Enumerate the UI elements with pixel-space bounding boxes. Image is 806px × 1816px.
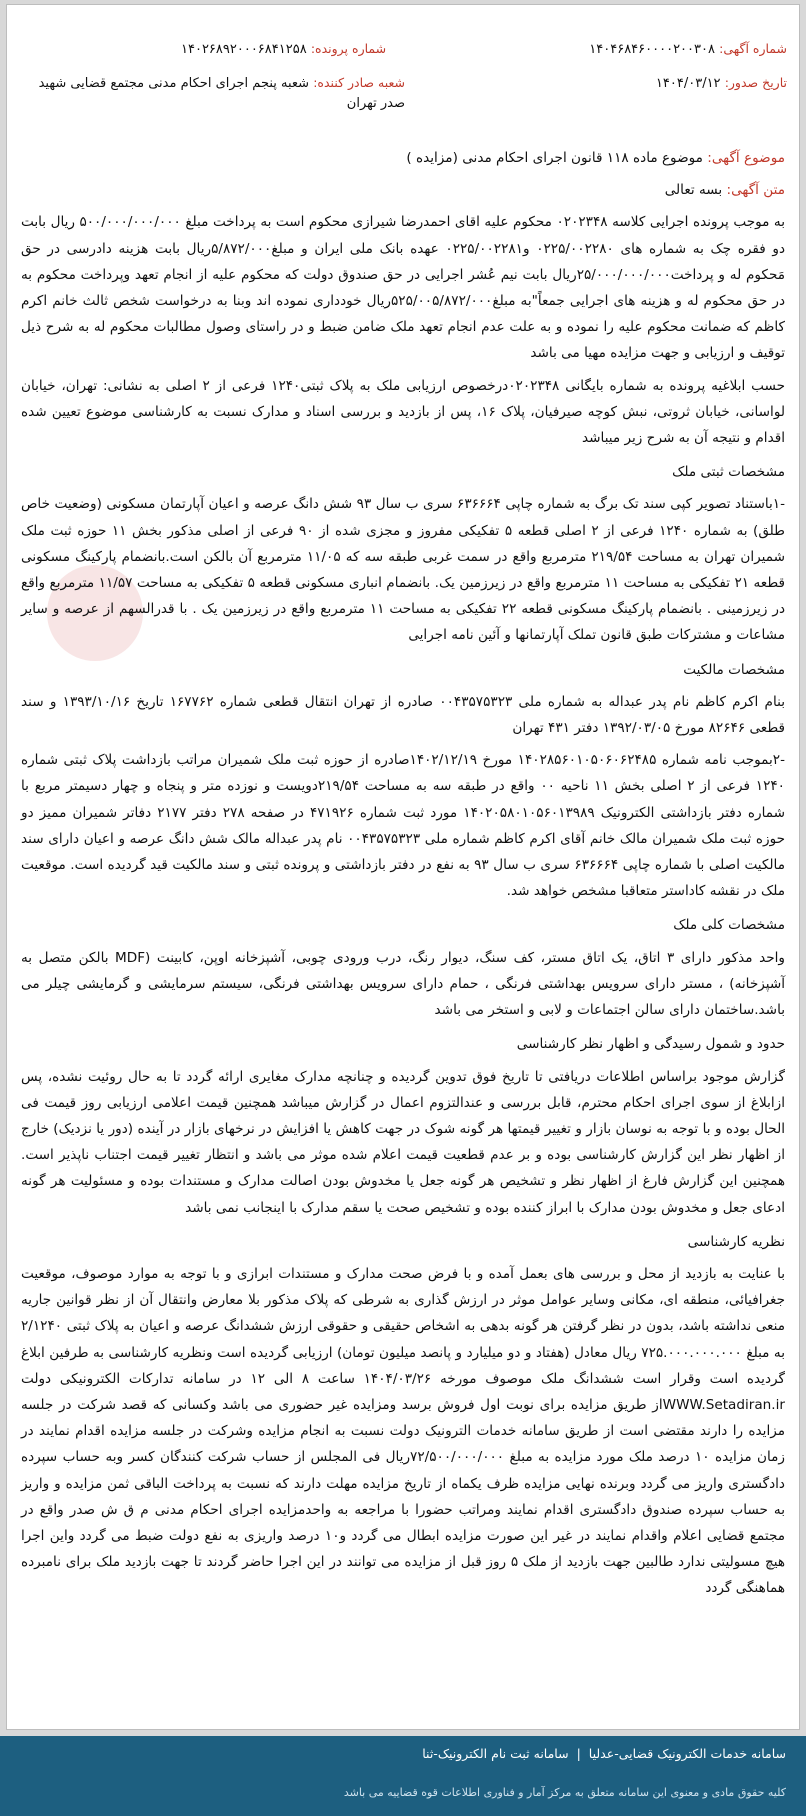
ad-number-row: [589, 41, 787, 57]
subject-line: [21, 145, 785, 171]
site-footer: [0, 1736, 806, 1816]
paragraph-registry: -۱باستناد تصویر کپی سند تک برگ به شماره چاپی ۶۳۶۶۶۴ سری ب سال ۹۳ شش دانگ عرصه و اعیان آپارتمان مسکونی (وضعیت خاص طلق) به شماره ۱۲۴۰ فرعی از ۲ اصلی قطعه ۵ تفکیکی مفروز و مجزی شده از ۹۰ فرعی از اصلی مذکور بخش ۱۱ حوزه ثبت ملک شمیران تهران به مساحت ۲۱۹/۵۴ مترمربع واقع در سمت غربی طبقه سه که ۱۱/۰۵ مترمربع آن بالکن است.بانضمام پارکینگ مسکونی قطعه ۲۱ تفکیکی به مساحت ۱۱ مترمربع واقع در زیرزمین یک. بانضمام انباری مسکونی قطعه ۵ تفکیکی به مساحت ۱۱/۵۷ مترمربع واقع در زیرزمینی . بانضمام پارکینگ مسکونی قطعه ۲۲ تفکیکی به مساحت ۱۱ مترمربع واقع در زیرزمین یک . با قدرالسهم از عرصه و سایر مشاعات و مشترکات طبق قانون تملک آپارتمانها و آئین نامه اجرایی: [21, 496, 786, 644]
issue-date-label: تاریخ صدور:: [724, 75, 787, 90]
footer-copyright: کلیه حقوق مادی و معنوی این سامانه متعلق به مرکز آمار و فناوری اطلاعات قوه قضاییه می باشد: [343, 1786, 786, 1799]
notice-sheet: [6, 4, 800, 1730]
subject-label: موضوع آگهی:: [707, 150, 785, 166]
heading-registry: مشخصات ثبتی ملک: [672, 464, 785, 481]
body-opening: بسه تعالی: [664, 182, 723, 199]
heading-opinion: نظریه کارشناسی: [687, 1233, 785, 1250]
case-number-label: شماره پرونده:: [310, 41, 387, 56]
case-number-value: ۱۴۰۲۶۸۹۲۰۰۰۶۸۴۱۲۵۸: [181, 42, 307, 57]
issuer-label: شعبه صادر کننده:: [313, 75, 405, 90]
issue-date-value: ۱۴۰۴/۰۳/۱۲: [655, 76, 721, 91]
body-label: متن آگهی:: [726, 182, 785, 199]
subject-value: موضوع ماده ۱۱۸ قانون اجرای احکام مدنی (مزایده ): [406, 150, 703, 166]
paragraph-notification: حسب ابلاغیه پرونده به شماره بایگانی ۰۲۰۲۳۴۸درخصوص ارزیابی ملک به پلاک ثبتی۱۲۴۰ فرعی از ۲ اصلی به نشانی: تهران، خیابان لواسانی، خیابان ثروتی، نبش کوچه صیرفیان، پلاک ۱۶، پس از بازدید و بررسی اسناد و مدارک نسبت به کارشناسی موضوع تعیین شده اقدام و نتیجه آن به شرح زیر میباشد: [21, 377, 786, 447]
ad-number-label: شماره آگهی:: [719, 41, 787, 56]
issuer-value: شعبه پنجم اجرای احکام مدنی مجتمع قضایی شهید صدر تهران: [38, 76, 405, 111]
case-number-row: [181, 41, 386, 57]
heading-general: مشخصات کلی ملک: [673, 917, 785, 934]
paragraph-opinion: با عنایت به بازدید از محل و بررسی های بعمل آمده و با فرض صحت مدارک و مستندات ابرازی و با توجه به موارد موصوف، موقعیت جغرافیائی، منطقه ای، مکانی وسایر عوامل موثر در ارزش گذاری به شرطی که پلاک مذکور بلا معارض وانتقال آن از نظر قوانین جاریه منعی نداشته باشد، بدون در نظر گرفتن هر گونه بدهی به اشخاص حقیقی و حقوقی ارزش ششدانگ عرصه و اعیان به پلاک ثبتی ۲/۱۲۴۰ به مبلغ ۷۲۵.۰۰۰.۰۰۰.۰۰۰ ریال معادل (هفتاد و دو میلیارد و پانصد میلیون تومان) ارزیابی گردیده است ونظریه کارشناسی به طرفین ابلاغ گردیده است وقرار است ششدانگ ملک موصوف مورخه ۱۴۰۴/۰۳/۲۶ ساعت ۸ الی ۱۲ در سامانه تدارکات الکترونیکی دولت WWW.Setadiran.irاز طریق مزایده برای نوبت اول فروش برسد ومزایده غیر حضوری می باشد وکسانی که قصد شرکت در جلسه مزایده را دارند مقتضی است از طریق سامانه خدمات الترونیک دولت نسبت به انجام مزایده وشرکت در جلسه مزایده اقدام نمایند در زمان مزایده ۱۰ درصد ملک مورد مزایده به مبلغ ۷۲/۵۰۰/۰۰۰/۰۰۰ریال فی المجلس از حساب شرکت کنندگان کسر وبه حساب سپرده دادگستری واریز می گردد وبرنده نهایی مزایده ظرف یکماه از تاریخ مزایده مهلت دارند که نسبت به پرداخت الباقی ثمن مزایده و واریز به حساب سپرده صندوق دادگستری اقدام نمایند ومراتب حضورا با مراجعه به واحدمزایده اجرای احکام مدنی م ق ش صدر واقع در مجتمع قضایی اعلام واقدام نمایند در غیر این صورت مزایده ابطال می گردد و۱۰ درصد واریزی به نفع دولت ضبط می گردد واین اجرا هیچ مسولیتی ندارد طالبین جهت بازدید از ملک ۵ روز قبل از مزایده می توانند در این اجرا حاضر گردند تا جهت بازدید ملک برای نامبرده هماهنگی گردد: [21, 1265, 785, 1597]
footer-link-adliran[interactable]: سامانه خدمات الکترونیک قضایی-عدلیا: [588, 1746, 786, 1761]
issue-date-row: [656, 75, 787, 91]
paragraph-scope: گزارش موجود براساس اطلاعات دریافتی تا تاریخ فوق تدوین گردیده و چنانچه مدارک مغایری ارائه گردد تا به حال روئیت نشده، پس ازابلاغ از سوی اجرای احکام محترم، قابل بررسی و عندالتزوم اعمال در گزارش میباشد همچنین قیمت اعلامی ارزیابی روز قیمت فی الحال بوده و با توجه به نوسان بازار و تغییر قیمتها هر گونه شوک در جهت کاهش یا افزایش در نرخهای بازار در آینده (دور یا نزدیک) خارج از اظهار نظر این گزارش کارشناسی بوده و بر عدم قطعیت قیمت اعلام شده موثر می باشد و انتظار تغییر قیمت اجتناب ناپذیر است. همچنین این گزارش فارغ از اظهار نظر و تشخیص هر گونه جعل یا مخدوش بودن اصالت مدارک و مستندات بوده و مسئولیت هر گونه ادعای جعل و مخدوش بودن مدارک با ابراز کننده بوده و تشخیص صحت یا سقم مدارک با اینجانب نمی باشد: [21, 1068, 785, 1216]
paragraph-judgment: به موجب پرونده اجرایی کلاسه ۰۲۰۲۳۴۸ محکوم علیه اقای احمدرضا شیرازی محکوم است به پرداخت مبلغ ۵۰۰/۰۰۰/۰۰۰/۰۰۰ ریال بابت دو فقره چک به شماره های ۰۲۲۵/۰۰۲۲۸۰ و۰۲۲۵/۰۰۲۲۸۱ عهده بانک ملی ایران و مبلغ۵/۸۷۲/۰۰۰ریال بابت هزینه دادرسی در حق مَحکوم له و پرداخت۲۵/۰۰۰/۰۰۰/۰۰۰ریال بابت نیم عُشر اجرایی در حق صندوق دولت که محکوم علیه از انجام تعهد وپرداخت محکوم به در حق محکوم له و هزینه های اجرایی جمعاً"به مبلغ۵۲۵/۰۰۵/۸۷۲/۰۰۰ریال خودداری نموده اند وبنا به درخواست شخص ثالث خانم اکرم کاظم که ضمانت محکوم علیه را نموده و به علت عدم انجام تعهد ملک ضامن ضبط و در راستای وصول مطالبات محکوم له به شرح ذیل توقیف و ارزیابی و جهت مزایده مهیا می باشد: [21, 214, 786, 362]
body-label-line: [21, 177, 785, 203]
footer-links: [422, 1746, 786, 1761]
issuer-row: [21, 73, 405, 114]
paragraph-general: واحد مذکور دارای ۳ اتاق، یک اتاق مستر، کف سنگ، دیوار رنگ، درب ورودی چوبی، آشپزخانه اوپن، کابینت (MDF بالکن متصل به آشپزخانه) ، مستر دارای سرویس بهداشتی فرنگی ، حمام دارای سرویس بهداشتی فرنگی، سیستم سرمایشی و گرمایشی چیلر می باشد.ساختمان دارای سالن اجتماعات و لابی و استخر می باشد: [21, 949, 785, 1019]
heading-ownership: مشخصات مالکیت: [683, 661, 785, 678]
heading-scope: حدود و شمول رسیدگی و اظهار نظر کارشناسی: [516, 1036, 785, 1053]
paragraph-seizure: -۲بموجب نامه شماره ۱۴۰۲۸۵۶۰۱۰۵۰۶۰۶۲۴۸۵ مورخ ۱۴۰۲/۱۲/۱۹صادره از حوزه ثبت ملک شمیران مراتب بازداشت پلاک ثبتی شماره ۱۲۴۰ فرعی از ۲ اصلی بخش ۱۱ ناحیه ۰۰ واقع در طبقه سه به مساحت ۲۱۹/۵۴دویست و نوزده متر و پنجاه و چهار دسیمتر مربع با شماره دفتر بازداشتی الکترونیک ۱۴۰۲۰۵۸۰۱۰۵۶۰۱۳۹۸۹ مورد ثبت شماره ۴۷۱۹۲۶ در صفحه ۲۷۸ دفتر ۲۱۷۷ دفاتر شمیران ممیز دو حوزه ثبت ملک شمیران مالک خانم آقای اکرم کاظم شماره ملی ۰۰۴۳۵۷۵۳۲۳ نام پدر عبداله مالک شش دانگ عرصه و اعیان دارای سند مالکیت اصلی با شماره چاپی ۶۳۶۶۶۴ سری ب سال ۹۳ به نفع در دفتر بازداشتی و پرونده ثبتی و سند مالکیت قید گردیده است. موقعیت ملک در نقشه کاداستر متعاقبا مشخص خواهد شد.: [21, 752, 786, 900]
footer-separator: |: [576, 1746, 581, 1761]
ad-number-value: ۱۴۰۴۶۸۴۶۰۰۰۰۲۰۰۳۰۸: [589, 42, 715, 57]
paragraph-owner: بنام اکرم کاظم نام پدر عبداله به شماره ملی ۰۰۴۳۵۷۵۳۲۳ صادره از تهران انتقال قطعی شماره ۱۶۷۷۶۲ تاریخ ۱۳۹۳/۱۰/۱۶ و سند قطعی ۸۲۶۴۶ مورخ ۱۳۹۲/۰۳/۰۵ دفتر ۴۳۱ تهران: [21, 693, 785, 737]
notice-content: [21, 145, 785, 1608]
footer-link-sana[interactable]: سامانه ثبت نام الکترونیک-ثنا: [422, 1746, 569, 1761]
